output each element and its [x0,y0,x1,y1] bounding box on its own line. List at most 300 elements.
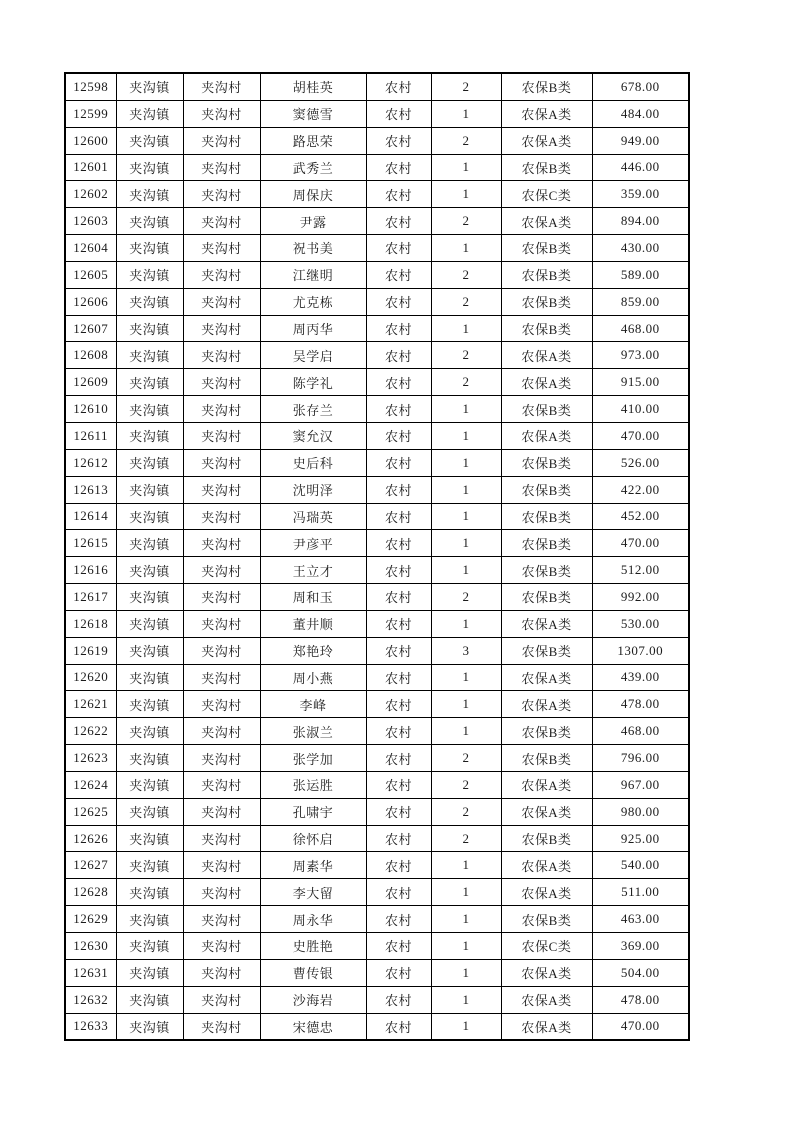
cell-amount: 470.00 [592,530,689,557]
cell-village: 夹沟村 [183,530,260,557]
cell-town: 夹沟镇 [116,825,183,852]
cell-insurance-category: 农保A类 [501,208,592,235]
cell-amount: 992.00 [592,584,689,611]
cell-person-count: 1 [431,315,501,342]
cell-serial-number: 12616 [65,557,116,584]
cell-residence-type: 农村 [366,127,431,154]
cell-village: 夹沟村 [183,449,260,476]
table-row [65,422,689,449]
cell-insurance-category: 农保A类 [501,959,592,986]
cell-amount: 949.00 [592,127,689,154]
cell-name: 李大留 [260,879,366,906]
cell-person-count: 1 [431,691,501,718]
cell-insurance-category: 农保B类 [501,396,592,423]
cell-person-count: 2 [431,825,501,852]
table-row [65,530,689,557]
cell-person-count: 1 [431,476,501,503]
cell-person-count: 1 [431,530,501,557]
cell-residence-type: 农村 [366,288,431,315]
cell-person-count: 1 [431,852,501,879]
cell-amount: 973.00 [592,342,689,369]
table-row [65,1013,689,1040]
cell-residence-type: 农村 [366,422,431,449]
cell-person-count: 2 [431,798,501,825]
cell-residence-type: 农村 [366,745,431,772]
cell-residence-type: 农村 [366,154,431,181]
cell-town: 夹沟镇 [116,745,183,772]
table-row [65,208,689,235]
table-row [65,369,689,396]
cell-insurance-category: 农保A类 [501,664,592,691]
table-row [65,906,689,933]
cell-insurance-category: 农保A类 [501,342,592,369]
cell-name: 孔啸宇 [260,798,366,825]
cell-town: 夹沟镇 [116,530,183,557]
cell-serial-number: 12600 [65,127,116,154]
cell-serial-number: 12633 [65,1013,116,1040]
cell-name: 史后科 [260,449,366,476]
cell-town: 夹沟镇 [116,369,183,396]
cell-serial-number: 12606 [65,288,116,315]
cell-residence-type: 农村 [366,933,431,960]
cell-residence-type: 农村 [366,879,431,906]
cell-serial-number: 12624 [65,771,116,798]
cell-name: 沙海岩 [260,986,366,1013]
cell-amount: 540.00 [592,852,689,879]
cell-town: 夹沟镇 [116,154,183,181]
table-row [65,449,689,476]
cell-name: 张淑兰 [260,718,366,745]
cell-serial-number: 12628 [65,879,116,906]
cell-village: 夹沟村 [183,235,260,262]
cell-town: 夹沟镇 [116,664,183,691]
cell-insurance-category: 农保B类 [501,315,592,342]
cell-town: 夹沟镇 [116,342,183,369]
cell-insurance-category: 农保B类 [501,261,592,288]
cell-town: 夹沟镇 [116,261,183,288]
cell-residence-type: 农村 [366,798,431,825]
cell-person-count: 1 [431,100,501,127]
cell-serial-number: 12611 [65,422,116,449]
cell-serial-number: 12617 [65,584,116,611]
cell-amount: 452.00 [592,503,689,530]
cell-insurance-category: 农保C类 [501,181,592,208]
cell-village: 夹沟村 [183,181,260,208]
cell-insurance-category: 农保B类 [501,718,592,745]
cell-town: 夹沟镇 [116,771,183,798]
cell-serial-number: 12601 [65,154,116,181]
cell-residence-type: 农村 [366,208,431,235]
cell-village: 夹沟村 [183,852,260,879]
table-row [65,745,689,772]
table-row [65,959,689,986]
cell-person-count: 2 [431,261,501,288]
cell-village: 夹沟村 [183,288,260,315]
cell-insurance-category: 农保B类 [501,503,592,530]
cell-amount: 915.00 [592,369,689,396]
table-row [65,933,689,960]
cell-village: 夹沟村 [183,154,260,181]
cell-insurance-category: 农保B类 [501,449,592,476]
cell-town: 夹沟镇 [116,422,183,449]
cell-serial-number: 12625 [65,798,116,825]
cell-village: 夹沟村 [183,476,260,503]
cell-amount: 925.00 [592,825,689,852]
cell-village: 夹沟村 [183,369,260,396]
cell-town: 夹沟镇 [116,610,183,637]
table-row [65,503,689,530]
cell-serial-number: 12627 [65,852,116,879]
table-row [65,261,689,288]
cell-residence-type: 农村 [366,637,431,664]
cell-amount: 478.00 [592,986,689,1013]
cell-insurance-category: 农保A类 [501,369,592,396]
cell-serial-number: 12612 [65,449,116,476]
records-table-body [65,73,689,1040]
cell-residence-type: 农村 [366,73,431,100]
table-row [65,664,689,691]
cell-person-count: 2 [431,127,501,154]
cell-person-count: 2 [431,73,501,100]
cell-name: 祝书美 [260,235,366,262]
cell-town: 夹沟镇 [116,208,183,235]
table-row [65,396,689,423]
cell-serial-number: 12632 [65,986,116,1013]
cell-village: 夹沟村 [183,879,260,906]
cell-village: 夹沟村 [183,906,260,933]
cell-person-count: 2 [431,771,501,798]
cell-insurance-category: 农保A类 [501,986,592,1013]
cell-insurance-category: 农保B类 [501,557,592,584]
cell-residence-type: 农村 [366,959,431,986]
cell-residence-type: 农村 [366,476,431,503]
cell-serial-number: 12599 [65,100,116,127]
cell-amount: 1307.00 [592,637,689,664]
table-row [65,100,689,127]
cell-name: 武秀兰 [260,154,366,181]
cell-residence-type: 农村 [366,664,431,691]
cell-name: 陈学礼 [260,369,366,396]
table-row [65,798,689,825]
cell-amount: 463.00 [592,906,689,933]
cell-person-count: 2 [431,584,501,611]
cell-insurance-category: 农保A类 [501,879,592,906]
cell-insurance-category: 农保B类 [501,476,592,503]
records-table [64,72,690,1041]
cell-name: 路思荣 [260,127,366,154]
cell-village: 夹沟村 [183,100,260,127]
cell-amount: 484.00 [592,100,689,127]
cell-person-count: 1 [431,154,501,181]
cell-serial-number: 12598 [65,73,116,100]
cell-insurance-category: 农保A类 [501,422,592,449]
cell-residence-type: 农村 [366,369,431,396]
cell-person-count: 1 [431,664,501,691]
cell-person-count: 1 [431,1013,501,1040]
cell-residence-type: 农村 [366,503,431,530]
cell-residence-type: 农村 [366,718,431,745]
cell-name: 董井顺 [260,610,366,637]
cell-name: 曹传银 [260,959,366,986]
cell-village: 夹沟村 [183,718,260,745]
cell-serial-number: 12631 [65,959,116,986]
table-row [65,476,689,503]
cell-residence-type: 农村 [366,906,431,933]
cell-village: 夹沟村 [183,342,260,369]
cell-village: 夹沟村 [183,933,260,960]
cell-amount: 504.00 [592,959,689,986]
cell-town: 夹沟镇 [116,449,183,476]
cell-amount: 430.00 [592,235,689,262]
cell-amount: 894.00 [592,208,689,235]
cell-name: 周永华 [260,906,366,933]
cell-town: 夹沟镇 [116,637,183,664]
cell-name: 张存兰 [260,396,366,423]
cell-village: 夹沟村 [183,825,260,852]
cell-residence-type: 农村 [366,1013,431,1040]
cell-town: 夹沟镇 [116,718,183,745]
cell-residence-type: 农村 [366,771,431,798]
table-row [65,584,689,611]
cell-amount: 468.00 [592,718,689,745]
table-row [65,235,689,262]
cell-serial-number: 12610 [65,396,116,423]
cell-serial-number: 12630 [65,933,116,960]
cell-serial-number: 12607 [65,315,116,342]
cell-village: 夹沟村 [183,959,260,986]
cell-amount: 967.00 [592,771,689,798]
table-row [65,73,689,100]
cell-residence-type: 农村 [366,261,431,288]
cell-amount: 446.00 [592,154,689,181]
cell-amount: 468.00 [592,315,689,342]
cell-village: 夹沟村 [183,127,260,154]
cell-village: 夹沟村 [183,691,260,718]
cell-serial-number: 12609 [65,369,116,396]
cell-serial-number: 12613 [65,476,116,503]
table-row [65,718,689,745]
cell-insurance-category: 农保B类 [501,73,592,100]
cell-town: 夹沟镇 [116,235,183,262]
table-row [65,288,689,315]
cell-name: 周丙华 [260,315,366,342]
cell-person-count: 1 [431,422,501,449]
cell-village: 夹沟村 [183,557,260,584]
cell-person-count: 1 [431,557,501,584]
table-row [65,986,689,1013]
cell-serial-number: 12629 [65,906,116,933]
table-row [65,825,689,852]
cell-person-count: 2 [431,208,501,235]
cell-town: 夹沟镇 [116,584,183,611]
cell-serial-number: 12605 [65,261,116,288]
cell-name: 冯瑞英 [260,503,366,530]
cell-residence-type: 农村 [366,342,431,369]
cell-insurance-category: 农保C类 [501,933,592,960]
cell-amount: 859.00 [592,288,689,315]
cell-town: 夹沟镇 [116,73,183,100]
cell-insurance-category: 农保A类 [501,691,592,718]
cell-residence-type: 农村 [366,986,431,1013]
cell-serial-number: 12620 [65,664,116,691]
cell-person-count: 2 [431,288,501,315]
cell-town: 夹沟镇 [116,396,183,423]
cell-serial-number: 12615 [65,530,116,557]
table-row [65,154,689,181]
cell-person-count: 1 [431,396,501,423]
cell-town: 夹沟镇 [116,798,183,825]
cell-residence-type: 农村 [366,825,431,852]
cell-insurance-category: 农保B类 [501,584,592,611]
cell-amount: 526.00 [592,449,689,476]
cell-amount: 512.00 [592,557,689,584]
cell-serial-number: 12621 [65,691,116,718]
cell-amount: 470.00 [592,422,689,449]
cell-name: 王立才 [260,557,366,584]
cell-village: 夹沟村 [183,315,260,342]
cell-name: 窦德雪 [260,100,366,127]
cell-insurance-category: 农保A类 [501,771,592,798]
cell-amount: 369.00 [592,933,689,960]
cell-person-count: 2 [431,745,501,772]
cell-insurance-category: 农保B类 [501,745,592,772]
cell-residence-type: 农村 [366,584,431,611]
table-row [65,610,689,637]
cell-person-count: 1 [431,718,501,745]
cell-name: 郑艳玲 [260,637,366,664]
cell-person-count: 1 [431,449,501,476]
cell-serial-number: 12604 [65,235,116,262]
cell-residence-type: 农村 [366,691,431,718]
cell-amount: 980.00 [592,798,689,825]
cell-serial-number: 12622 [65,718,116,745]
cell-village: 夹沟村 [183,584,260,611]
cell-insurance-category: 农保A类 [501,798,592,825]
cell-town: 夹沟镇 [116,1013,183,1040]
cell-name: 张运胜 [260,771,366,798]
cell-person-count: 1 [431,986,501,1013]
cell-amount: 439.00 [592,664,689,691]
cell-insurance-category: 农保A类 [501,610,592,637]
cell-village: 夹沟村 [183,396,260,423]
cell-village: 夹沟村 [183,503,260,530]
cell-village: 夹沟村 [183,745,260,772]
cell-town: 夹沟镇 [116,691,183,718]
table-row [65,127,689,154]
table-row [65,637,689,664]
cell-person-count: 2 [431,342,501,369]
cell-serial-number: 12623 [65,745,116,772]
cell-serial-number: 12614 [65,503,116,530]
cell-name: 徐怀启 [260,825,366,852]
cell-name: 尹露 [260,208,366,235]
cell-village: 夹沟村 [183,798,260,825]
cell-name: 沈明泽 [260,476,366,503]
cell-village: 夹沟村 [183,986,260,1013]
table-row [65,879,689,906]
cell-insurance-category: 农保B类 [501,825,592,852]
cell-residence-type: 农村 [366,396,431,423]
cell-village: 夹沟村 [183,208,260,235]
table-row [65,342,689,369]
cell-insurance-category: 农保A类 [501,100,592,127]
cell-amount: 422.00 [592,476,689,503]
cell-name: 吴学启 [260,342,366,369]
cell-name: 江继明 [260,261,366,288]
cell-name: 张学加 [260,745,366,772]
cell-name: 周保庆 [260,181,366,208]
cell-town: 夹沟镇 [116,100,183,127]
cell-insurance-category: 农保B类 [501,906,592,933]
cell-town: 夹沟镇 [116,852,183,879]
cell-name: 宋德忠 [260,1013,366,1040]
cell-residence-type: 农村 [366,449,431,476]
cell-insurance-category: 农保A类 [501,127,592,154]
cell-town: 夹沟镇 [116,181,183,208]
cell-residence-type: 农村 [366,610,431,637]
cell-amount: 796.00 [592,745,689,772]
cell-village: 夹沟村 [183,261,260,288]
table-row [65,181,689,208]
cell-insurance-category: 农保B类 [501,637,592,664]
cell-insurance-category: 农保B类 [501,288,592,315]
cell-amount: 511.00 [592,879,689,906]
cell-insurance-category: 农保A类 [501,852,592,879]
cell-town: 夹沟镇 [116,557,183,584]
cell-town: 夹沟镇 [116,503,183,530]
cell-village: 夹沟村 [183,771,260,798]
cell-person-count: 3 [431,637,501,664]
cell-town: 夹沟镇 [116,476,183,503]
cell-insurance-category: 农保B类 [501,235,592,262]
table-row [65,691,689,718]
table-row [65,557,689,584]
cell-amount: 530.00 [592,610,689,637]
cell-person-count: 1 [431,503,501,530]
cell-name: 李峰 [260,691,366,718]
cell-town: 夹沟镇 [116,933,183,960]
cell-residence-type: 农村 [366,530,431,557]
cell-insurance-category: 农保B类 [501,154,592,181]
cell-insurance-category: 农保A类 [501,1013,592,1040]
cell-village: 夹沟村 [183,1013,260,1040]
cell-person-count: 1 [431,181,501,208]
cell-serial-number: 12619 [65,637,116,664]
cell-serial-number: 12602 [65,181,116,208]
cell-person-count: 2 [431,369,501,396]
cell-person-count: 1 [431,906,501,933]
cell-amount: 478.00 [592,691,689,718]
cell-name: 史胜艳 [260,933,366,960]
cell-town: 夹沟镇 [116,986,183,1013]
cell-town: 夹沟镇 [116,906,183,933]
cell-amount: 359.00 [592,181,689,208]
cell-amount: 470.00 [592,1013,689,1040]
cell-person-count: 1 [431,933,501,960]
cell-serial-number: 12618 [65,610,116,637]
cell-person-count: 1 [431,959,501,986]
cell-village: 夹沟村 [183,664,260,691]
cell-name: 尹彦平 [260,530,366,557]
table-row [65,771,689,798]
cell-residence-type: 农村 [366,315,431,342]
cell-residence-type: 农村 [366,181,431,208]
cell-serial-number: 12626 [65,825,116,852]
cell-person-count: 1 [431,879,501,906]
cell-residence-type: 农村 [366,235,431,262]
cell-town: 夹沟镇 [116,127,183,154]
table-row [65,315,689,342]
